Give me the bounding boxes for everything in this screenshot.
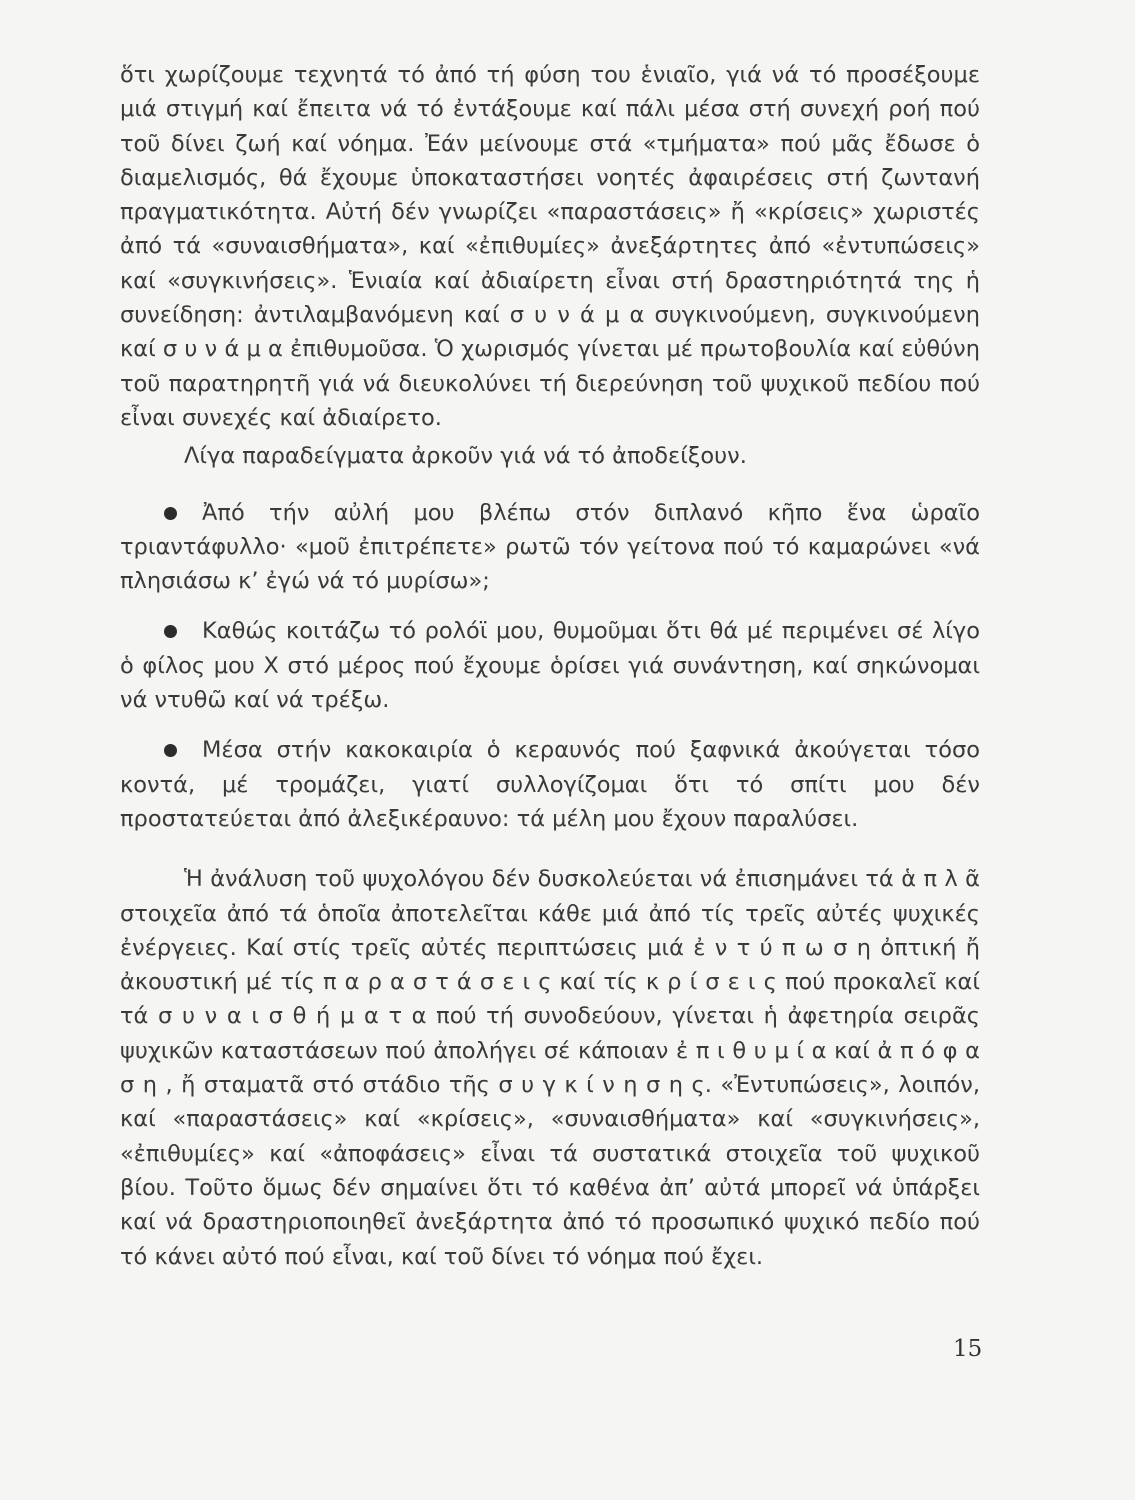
opening-paragraph: ὅτι χωρίζουμε τεχνητά τό ἀπό τή φύση του ἑνιαῖο, γιά νά τό προσέξουμε μιά στιγμή καί ἔπειτα νά τό ἐντάξουμε καί πάλι μέσα στή συνεχή ροή πού τοῦ δίνει ζωή καί νόημα. Ἐάν μείνουμε στά «τμήματα» πού μᾶς ἔδωσε ὁ διαμελισμός, θά ἔχουμε ὑποκαταστήσει νοητές ἀφαιρέσεις στή ζωντανή πραγματικότητα. Αὐτή δέν γνωρίζει «παραστάσεις» ἤ «κρίσεις» χωριστές ἀπό τά «συναισθήματα», καί «ἐπιθυμίες» ἀνεξάρτητες ἀπό «ἐντυπώσεις» καί «συγκινήσεις». Ἑνιαία καί ἀδιαίρετη εἶναι στή δραστηριότητά της ἡ συνείδηση: ἀντιλαμβανόμενη καί σ υ ν ά μ α συγκινούμενη, συγκινούμενη καί σ υ ν ά μ α ἐπιθυμοῦσα. Ὁ χωρισμός γίνεται μέ πρωτοβουλία καί εὐθύνη τοῦ παρατηρητῆ γιά νά διευκολύνει τή διερεύνηση τοῦ ψυχικοῦ πεδίου πού εἶναι συνεχές καί ἀδιαίρετο. <box>120 62 980 431</box>
example-clock <box>120 614 980 717</box>
page-body <box>120 58 980 1274</box>
example-thunder <box>120 733 980 836</box>
bullet-icon <box>164 744 177 757</box>
analysis-paragraph: Ἡ ἀνάλυση τοῦ ψυχολόγου δέν δυσκολεύεται νά ἐπισημάνει τά ἁ π λ ᾶ στοιχεῖα ἀπό τά ὁποῖα ἀποτελεῖται κάθε μιά ἀπό τίς τρεῖς αὐτές ψυχικές ἐνέργειες. Καί στίς τρεῖς αὐτές περιπτώσεις μιά ἐ ν τ ύ π ω σ η ὀπτική ἤ ἀκουστική μέ τίς π α ρ α σ τ ά σ ε ι ς καί τίς κ ρ ί σ ε ι ς πού προκαλεῖ καί τά σ υ ν α ι σ θ ή μ α τ α πού τή συνοδεύουν, γίνεται ἡ ἀφετηρία σειρᾶς ψυχικῶν καταστάσεων πού ἀπολήγει σέ κάποιαν ἐ π ι θ υ μ ί α καί ἀ π ό φ α σ η , ἤ σταματᾶ στό στάδιο τῆς σ υ γ κ ί ν η σ η ς. «Ἐντυπώσεις», λοιπόν, καί «παραστάσεις» καί «κρίσεις», «συναισθήματα» καί «συγκινήσεις», «ἐπιθυμίες» καί «ἀποφάσεις» εἶναι τά συστατικά στοιχεῖα τοῦ ψυχικοῦ βίου. Τοῦτο ὅμως δέν σημαίνει ὅτι τό καθένα ἀπ’ αὐτά μπορεῖ νά ὑπάρξει καί νά δραστηριοποιηθεῖ ἀνεξάρτητα ἀπό τό προσωπικό ψυχικό πεδίο πού τό κάνει αὐτό πού εἶναι, καί τοῦ δίνει τό νόημα πού ἔχει. <box>120 866 980 1270</box>
examples-intro: Λίγα παραδείγματα ἀρκοῦν γιά νά τό ἀποδείξουν. <box>184 443 747 470</box>
bullet-icon <box>164 507 177 520</box>
example-text: Μέσα στήν κακοκαιρία ὁ κεραυνός πού ξαφνικά ἀκούγεται τόσο κοντά, μέ τρομάζει, γιατί συλλογίζομαι ὅτι τό σπίτι μου δέν προστατεύεται ἀπό ἀλεξικέραυνο: τά μέλη μου ἔχουν παραλύσει. <box>120 737 980 832</box>
example-text: Ἀπό τήν αὐλή μου βλέπω στόν διπλανό κῆπο ἕνα ὡραῖο τριαντάφυλλο· «μοῦ ἐπιτρέπετε» ρωτῶ τόν γείτονα πού τό καμαρώνει «νά πλησιάσω κ’ ἐγώ νά τό μυρίσω»; <box>120 499 980 595</box>
bullet-icon <box>164 625 177 638</box>
page-number: 15 <box>953 1336 983 1362</box>
example-text: Καθώς κοιτάζω τό ρολόϊ μου, θυμοῦμαι ὅτι θά μέ περιμένει σέ λίγο ὁ φίλος μου Χ στό μέρος πού ἔχουμε ὁρίσει γιά συνάντηση, καί σηκώνομαι νά ντυθῶ καί νά τρέξω. <box>120 618 980 714</box>
example-rose <box>120 496 980 599</box>
